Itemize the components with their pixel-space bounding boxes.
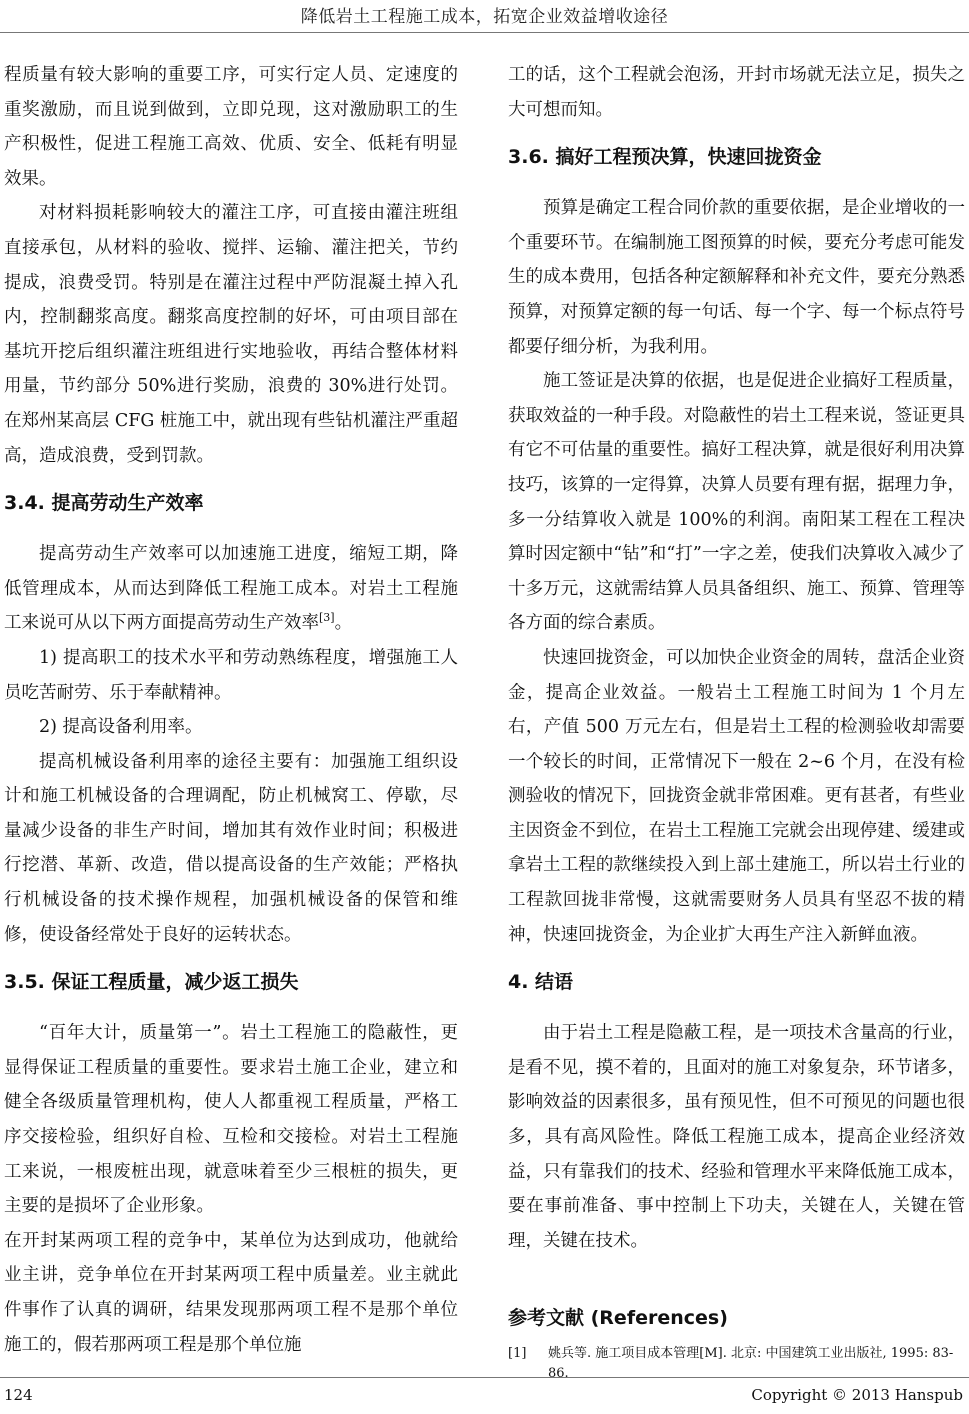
paragraph: 提高机械设备利用率的途径主要有：加强施工组织设计和施工机械设备的合理调配，防止机械窝工、停歇，尽量减少设备的非生产时间，增加其有效作业时间；积极进行挖潜、革新、改造，借以提高设备的生产效能；严格执行机械设备的技术操作规程，加强机械设备的保管和维修，使设备经常处于良好的运转状态。	[4, 751, 458, 945]
paragraph: 工的话，这个工程就会泡汤，开封市场就无法立足，损失之大可想而知。	[508, 65, 965, 120]
running-header: 降低岩土工程施工成本，拓宽企业效益增收途径	[300, 7, 669, 27]
left-column	[4, 58, 458, 1362]
header-rule	[0, 32, 969, 33]
paragraph-text: 提高劳动生产效率可以加速施工进度，缩短工期，降低管理成本，从而达到降低工程施工成本。对岩土工程施工来说可从以下两方面提高劳动生产效率	[4, 544, 458, 634]
paragraph-end: 。	[334, 613, 353, 634]
reference-number: [1]	[508, 1346, 527, 1362]
right-column	[508, 58, 965, 1384]
list-item: 2) 提高设备利用率。	[39, 717, 203, 738]
section-heading-3-4: 3.4. 提高劳动生产效率	[4, 492, 204, 515]
reference-text: 姚兵等. 施工项目成本管理[M]. 北京: 中国建筑工业出版社, 1995: 83-86.	[548, 1346, 954, 1382]
citation[interactable]: [3]	[319, 611, 335, 625]
paragraph: 快速回拢资金，可以加快企业资金的周转，盘活企业资金，提高企业效益。一般岩土工程施工时间为 1 个月左右，产值 500 万元左右，但是岩土工程的检测验收却需要一个较长的时间，正常情况下一般在 2~6 个月，在没有检测验收的情况下，回拢资金就非常困难。更有甚者，有些业主因资金不到位，在岩土工程施工完就会出现停建、缓建或拿岩土工程的款继续投入到上部土建施工，所以岩土行业的工程款回拢非常慢，这就需要财务人员具有坚忍不拔的精神，快速回拢资金，为企业扩大再生产注入新鲜血液。	[508, 647, 965, 945]
paragraph: 对材料损耗影响较大的灌注工序，可直接由灌注班组直接承包，从材料的验收、搅拌、运输、灌注把关，节约提成，浪费受罚。特别是在灌注过程中严防混凝土掉入孔内，控制翻浆高度。翻浆高度控制的好坏，可由项目部在基坑开挖后组织灌注班组进行实地验收，再结合整体材料用量，节约部分 50%进行奖励，浪费的 30%进行处罚。在郑州某高层 CFG 桩施工中，就出现有些钻机灌注严重超高，造成浪费，受到罚款。	[4, 203, 458, 466]
list-item: 1) 提高职工的技术水平和劳动熟练程度，增强施工人员吃苦耐劳、乐于奉献精神。	[4, 647, 458, 703]
references-heading: 参考文献 (References)	[508, 1307, 728, 1330]
paragraph: 程质量有较大影响的重要工序，可实行定人员、定速度的重奖激励，而且说到做到，立即兑现，这对激励职工的生产积极性，促进工程施工高效、优质、安全、低耗有明显效果。	[4, 65, 458, 189]
paragraph: 由于岩土工程是隐蔽工程，是一项技术含量高的行业，是看不见，摸不着的，且面对的施工对象复杂，环节诸多，影响效益的因素很多，虽有预见性，但不可预见的问题也很多，具有高风险性。降低工程施工成本，提高企业经济效益，只有靠我们的技术、经验和管理水平来降低施工成本，要在事前准备、事中控制上下功夫，关键在人，关键在管理，关键在技术。	[508, 1023, 965, 1251]
section-heading-3-6: 3.6. 搞好工程预决算，快速回拢资金	[508, 146, 822, 169]
section-heading-3-5: 3.5. 保证工程质量，减少返工损失	[4, 971, 299, 994]
footer-rule	[0, 1377, 969, 1378]
paragraph	[4, 537, 458, 641]
paragraph: 施工签证是决算的依据，也是促进企业搞好工程质量，获取效益的一种手段。对隐蔽性的岩土工程来说，签证更具有它不可估量的重要性。搞好工程决算，就是很好利用决算技巧，该算的一定得算，决算人员要有理有据，据理力争，多一分结算收入就是 100%的利润。南阳某工程在工程决算时因定额中“钻”和“打”一字之差，使我们决算收入减少了十多万元，这就需结算人员具备组织、施工、预算、管理等各方面的综合素质。	[508, 371, 965, 634]
paragraph: 预算是确定工程合同价款的重要依据，是企业增收的一个重要环节。在编制施工图预算的时候，要充分考虑可能发生的成本费用，包括各种定额解释和补充文件，要充分熟悉预算，对预算定额的每一句话、每一个字、每一个标点符号都要仔细分析，为我利用。	[508, 198, 965, 357]
copyright-notice: Copyright © 2013 Hanspub	[751, 1386, 963, 1404]
paragraph: “百年大计，质量第一”。岩土工程施工的隐蔽性，更显得保证工程质量的重要性。要求岩土施工企业，建立和健全各级质量管理机构，使人人都重视工程质量，严格工序交接检验，组织好自检、互检和交接检。对岩土工程施工来说，一根废桩出现，就意味着至少三根桩的损失，更主要的是损坏了企业形象。	[4, 1023, 458, 1217]
reference-item	[508, 1344, 965, 1384]
paragraph: 在开封某两项工程的竞争中，某单位为达到成功，他就给业主讲，竞争单位在开封某两项工程中质量差。业主就此件事作了认真的调研，结果发现那两项工程不是那个单位施工的，假若那两项工程是那个单位施	[4, 1230, 458, 1355]
section-heading-4: 4. 结语	[508, 971, 574, 994]
page-number: 124	[4, 1386, 33, 1404]
